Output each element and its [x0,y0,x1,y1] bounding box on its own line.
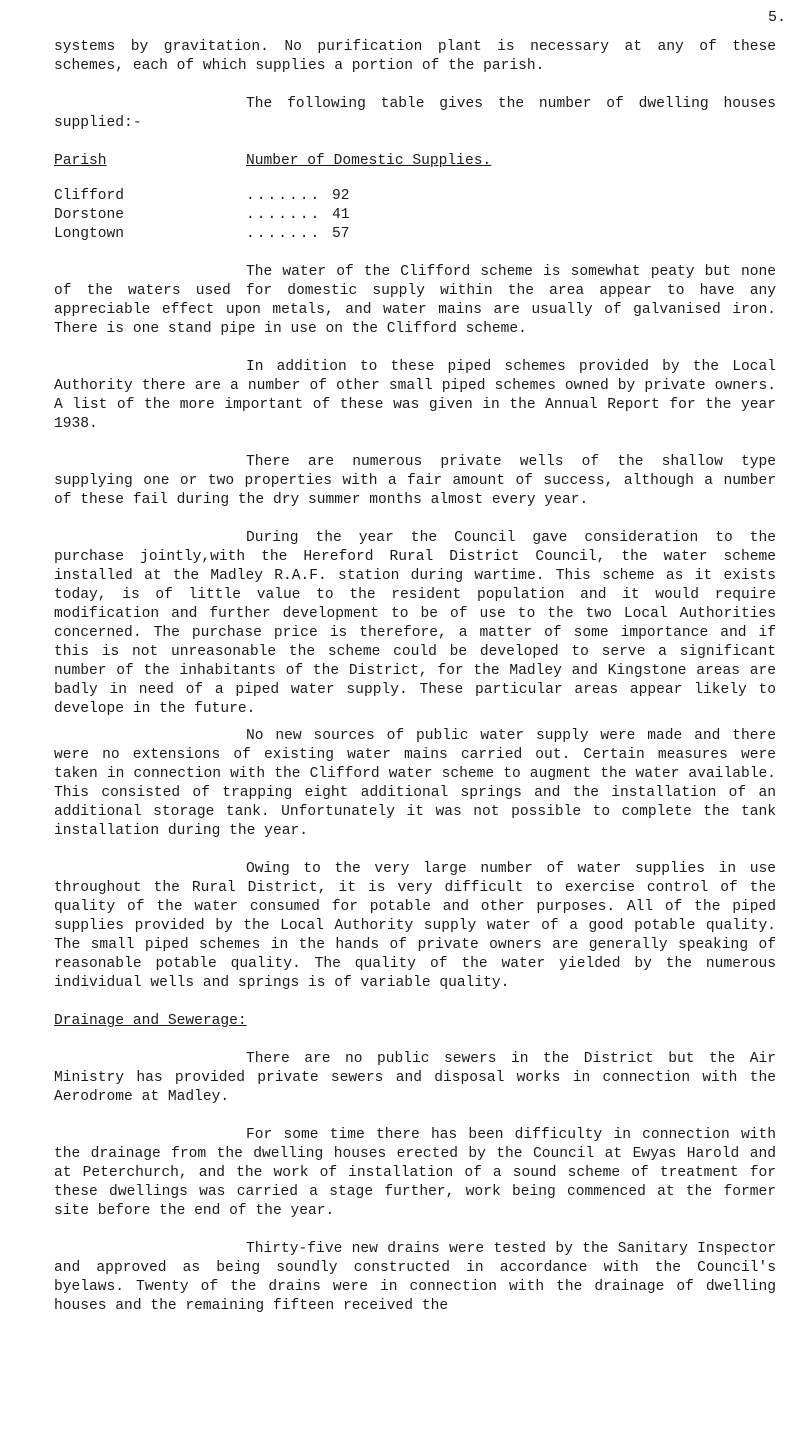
supply-control-paragraph: Owing to the very large number of water supplies in use throughout the Rural District, it is very difficult to exercise control of the quality of the water consumed for potable and other purposes. All of the piped supplies provided by the Local Authority supply water of a good potable quality. The small piped schemes in the hands of private owners are generally speaking of reasonable potable quality. The quality of the water yielded by the numerous individual wells and springs is of variable quality. [54,861,776,991]
table-row [54,206,776,225]
new-sources-paragraph: No new sources of public water supply were made and there were no extensions of existing water mains carried out. Certain measures were taken in connection with the Clifford water scheme to augment the water available. This consisted of trapping eight additional springs and the installation of an additional storage tank. Unfortunately it was not possible to complete the tank installation during the year. [54,728,776,839]
parish-cell: Clifford [54,188,125,204]
supply-table [54,152,776,244]
madley-scheme-paragraph: During the year the Council gave consideration to the purchase jointly,with the Hereford Rural District Council, the water scheme installed at the Madley R.A.F. station during wartime. This scheme as it exists today, is of little value to the resident population and it would require modification and further development to be of use to the two Local Authorities concerned. The purchase price is therefore, a matter of some importance and if this is not unreasonable the scheme could be developed to serve a significant number of the inhabitants of the District, for the Madley and Kingstone areas are badly in need of a piped water supply. These particular areas appear likely to develope in the future. [54,530,776,717]
dot-leader: ....... [246,226,322,242]
table-row [54,225,776,244]
private-schemes-paragraph: In addition to these piped schemes provided by the Local Authority there are a number of other small piped schemes owned by private owners. A list of the more important of these was given in the Annual Report for the year 1938. [54,359,776,432]
supply-count-cell: 57 [332,226,350,242]
page-number: 5. [768,9,787,26]
new-drains-paragraph: Thirty-five new drains were tested by the Sanitary Inspector and approved as being soundly constructed in accordance with the Council's byelaws. Twenty of the drains were in connection with the drainage of dwelling houses and the remaining fifteen received the [54,1241,776,1314]
drainage-heading: Drainage and Sewerage: [54,1013,247,1029]
drainage-difficulty-paragraph: For some time there has been difficulty in connection with the drainage from the dwelling houses erected by the Council at Ewyas Harold and at Peterchurch, and the work of installation of a sound scheme of treatment for these dwellings was carried a stage further, work being commenced at the former site before the end of the year. [54,1127,776,1219]
water-quality-paragraph: The water of the Clifford scheme is somewhat peaty but none of the waters used for domestic supply within the area appear to have any appreciable effect upon metals, and water mains are usually of galvanised iron. There is one stand pipe in use on the Clifford scheme. [54,264,776,337]
parish-cell: Longtown [54,226,125,242]
dot-leader: ....... [246,207,322,223]
document-body [54,38,776,1316]
dot-leader: ....... [246,188,322,204]
table-row [54,187,776,206]
public-sewers-paragraph: There are no public sewers in the District but the Air Ministry has provided private sewers and disposal works in connection with the Aerodrome at Madley. [54,1051,776,1105]
supply-count-cell: 41 [332,207,350,223]
intro-paragraph: systems by gravitation. No purification plant is necessary at any of these schemes, each of which supplies a portion of the parish. [54,39,776,74]
private-wells-paragraph: There are numerous private wells of the shallow type supplying one or two properties with a fair amount of success, although a number of these fail during the dry summer months almost every year. [54,454,776,508]
table-intro-paragraph: The following table gives the number of dwelling houses supplied:- [54,96,776,131]
supplies-column-header: Number of Domestic Supplies. [246,153,492,169]
parish-column-header: Parish [54,153,107,169]
parish-cell: Dorstone [54,207,125,223]
supply-table-header [54,152,776,171]
supply-count-cell: 92 [332,188,350,204]
